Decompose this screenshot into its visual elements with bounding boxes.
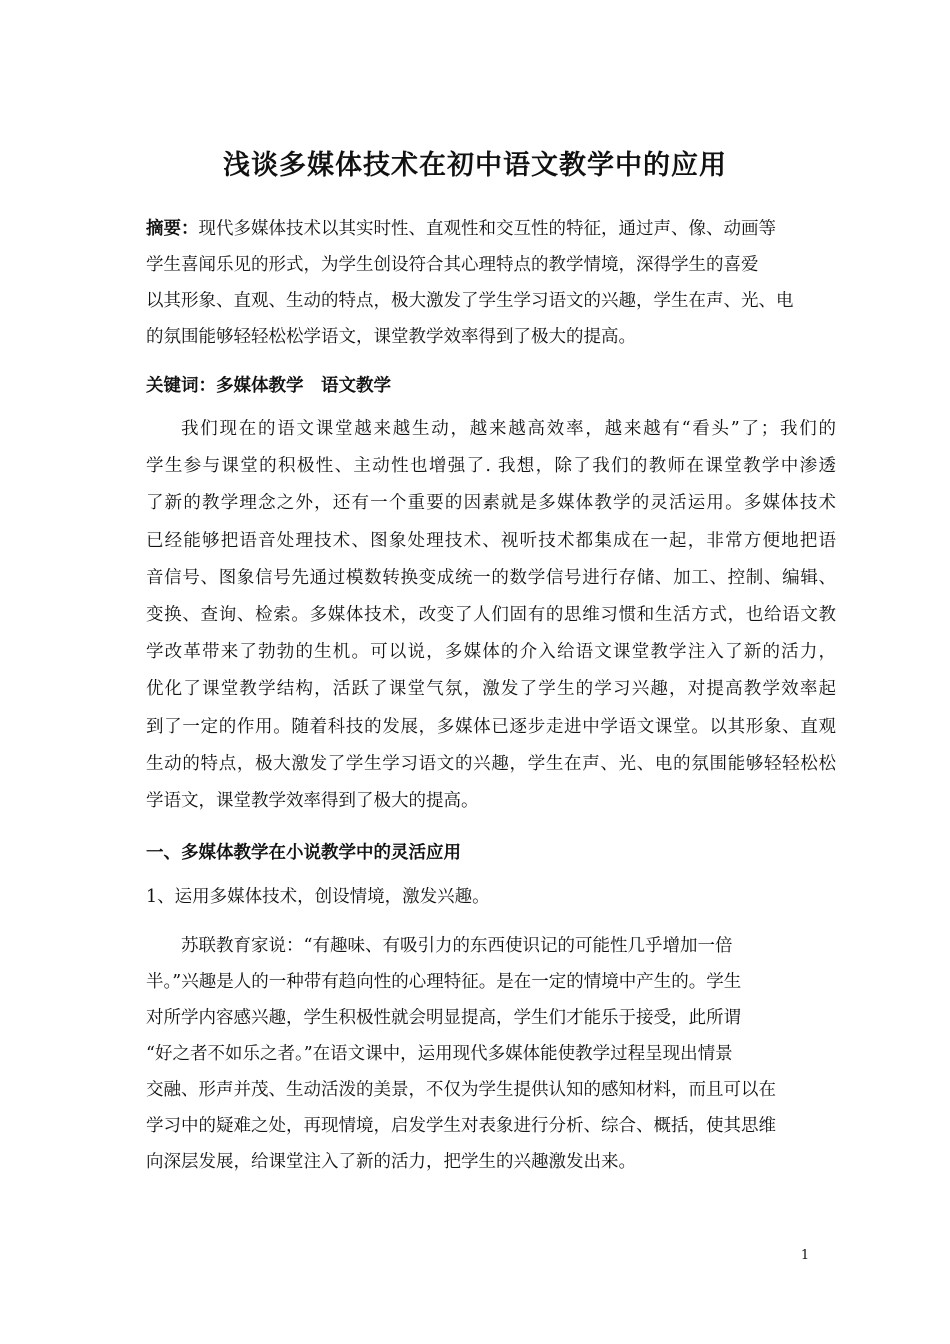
abstract [146, 211, 816, 355]
keywords-value: 多媒体教学 语文教学 [216, 376, 391, 396]
paragraph-line: 学生参与课堂的积极性、主动性也增强了. 我想，除了我们的教师在课堂教学中渗透 [146, 456, 836, 477]
paragraph-line: 苏联教育家说：“有趣味、有吸引力的东西使识记的可能性几乎增加一倍 [181, 936, 733, 956]
paragraph-line: 优化了课堂教学结构，活跃了课堂气氛，激发了学生的学习兴趣，对提高教学效率起 [146, 679, 836, 700]
paragraph-line: 学语文，课堂教学效率得到了极大的提高。 [146, 790, 479, 811]
paragraph-line: 向深层发展，给课堂注入了新的活力，把学生的兴趣激发出来。 [146, 1152, 636, 1172]
body-paragraph-1 [146, 411, 836, 820]
paragraph-line: 生动的特点，极大激发了学生学习语文的兴趣，学生在声、光、电的氛围能够轻轻松松 [146, 753, 836, 774]
paragraph-line: 交融、形声并茂、生动活泼的美景，不仅为学生提供认知的感知材料，而且可以在 [146, 1080, 776, 1100]
document-title: 浅谈多媒体技术在初中语文教学中的应用 [223, 150, 727, 181]
abstract-text: 现代多媒体技术以其实时性、直观性和交互性的特征，通过声、像、动画等 [198, 219, 776, 239]
paragraph-line: “好之者不如乐之者。”在语文课中，运用现代多媒体能使教学过程呈现出情景 [146, 1044, 733, 1064]
abstract-line: 以其形象、直观、生动的特点，极大激发了学生学习语文的兴趣，学生在声、光、电 [146, 291, 794, 311]
paragraph-line: 了新的教学理念之外，还有一个重要的因素就是多媒体教学的灵活运用。多媒体技术 [146, 493, 836, 514]
paragraph-line: 学习中的疑难之处，再现情境，启发学生对表象进行分析、综合、概括，使其思维 [146, 1116, 776, 1136]
paragraph-line: 音信号、图象信号先通过模数转换变成统一的数学信号进行存储、加工、控制、编辑、 [146, 567, 836, 588]
abstract-line [146, 211, 816, 247]
keywords-label: 关键词： [146, 376, 216, 396]
paragraph-line: 学改革带来了勃勃的生机。可以说，多媒体的介入给语文课堂教学注入了新的活力， [146, 642, 836, 663]
abstract-line: 的氛围能够轻轻松松学语文，课堂教学效率得到了极大的提高。 [146, 327, 636, 347]
subsection-heading: 1、运用多媒体技术，创设情境，激发兴趣。 [146, 887, 490, 907]
section-heading: 一、多媒体教学在小说教学中的灵活应用 [146, 843, 461, 863]
abstract-label: 摘要： [146, 219, 199, 239]
keywords [146, 369, 391, 403]
paragraph-line: 到了一定的作用。随着科技的发展，多媒体已逐步走进中学语文课堂。以其形象、直观 [146, 716, 836, 737]
paragraph-line: 对所学内容感兴趣，学生积极性就会明显提高，学生们才能乐于接受，此所谓 [146, 1008, 741, 1028]
paragraph-line: 变换、查询、检索。多媒体技术，改变了人们固有的思维习惯和生活方式，也给语文教 [146, 604, 836, 625]
abstract-line: 学生喜闻乐见的形式，为学生创设符合其心理特点的教学情境，深得学生的喜爱 [146, 255, 759, 275]
paragraph-line: 我们现在的语文课堂越来越生动，越来越高效率，越来越有“看头”了；我们的 [181, 419, 836, 439]
body-paragraph-2 [146, 928, 816, 1180]
page-number: 1 [800, 1248, 810, 1263]
paragraph-line: 已经能够把语音处理技术、图象处理技术、视听技术都集成在一起，非常方便地把语 [146, 530, 836, 551]
paragraph-line: 半。”兴趣是人的一种带有趋向性的心理特征。是在一定的情境中产生的。学生 [146, 972, 742, 992]
